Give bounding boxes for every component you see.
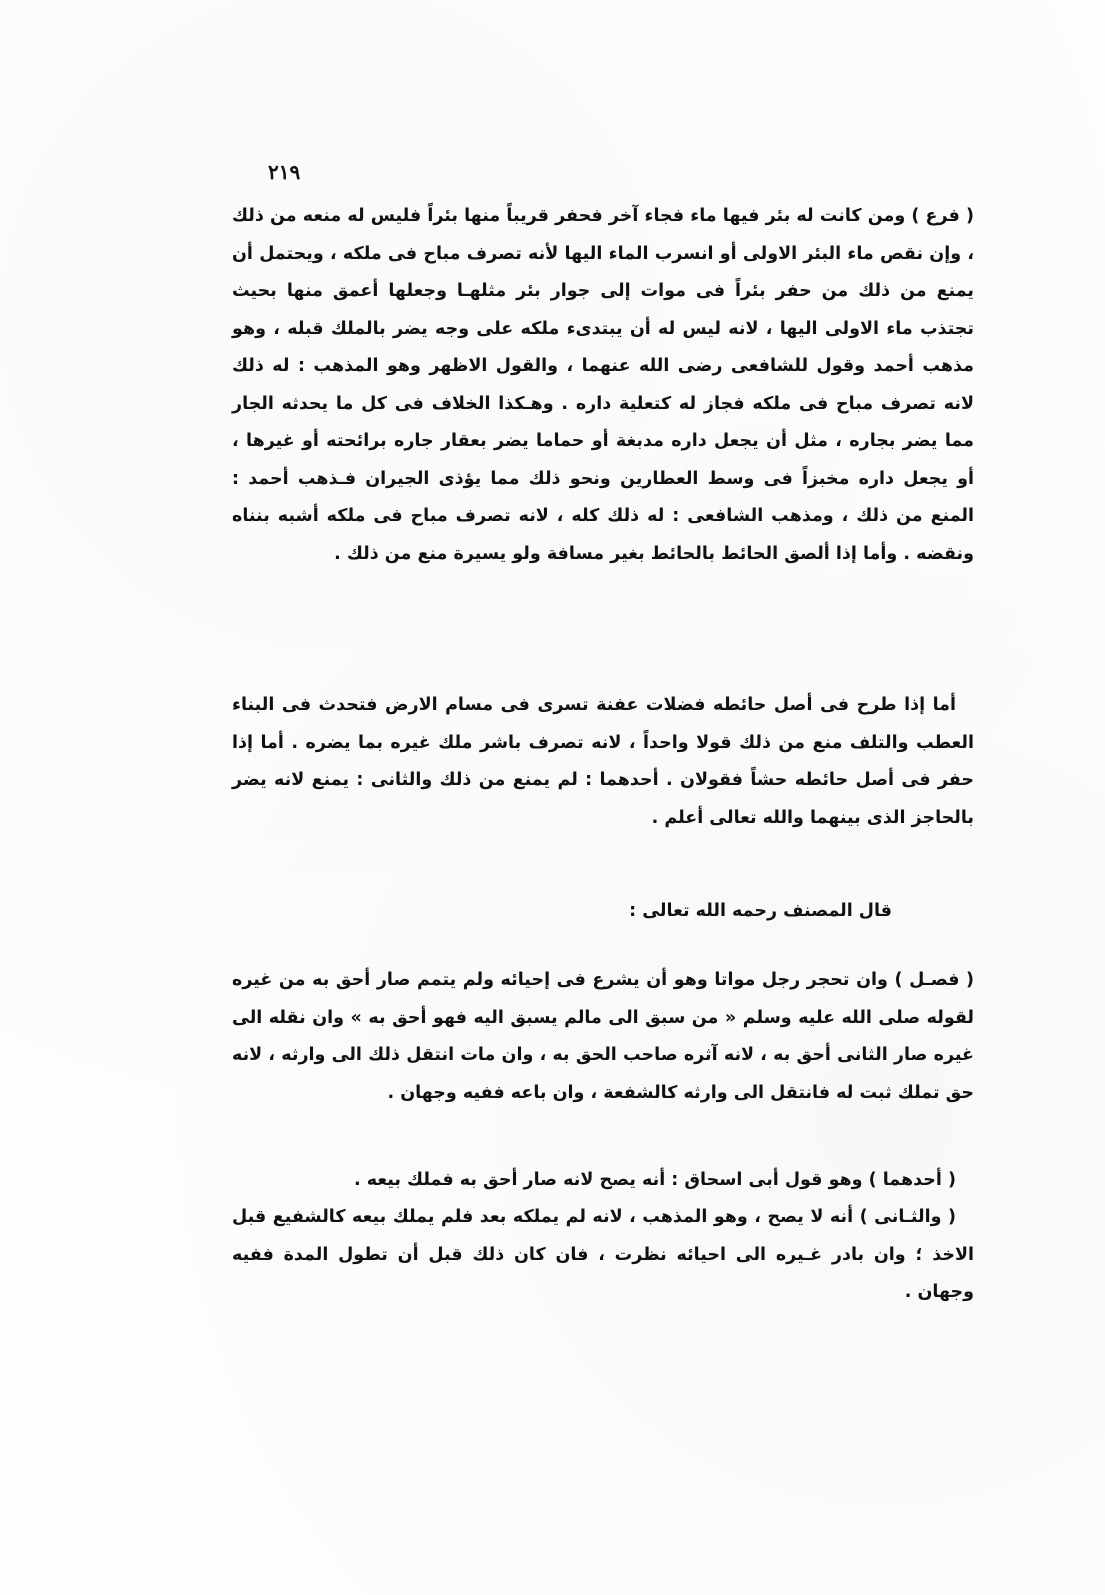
paragraph-text: أما إذا طرح فى أصل حائطه فضلات عفنة تسرى فى مسام الارض فتحدث فى البناء العطب والتلف منع من ذلك قولا واحداً ، لانه تصرف باشر ملك غيره بما يضره . أما إذا حفر فى أصل حائطه حشاً فقولان . أحدهما : لم يمنع من ذلك والثانى : يمنع لانه يضر بالحاجز الذى بينهما والله تعالى أعلم . <box>232 695 974 828</box>
paragraph-second-view <box>232 1199 974 1312</box>
page-number: ٢١٩ <box>268 160 301 184</box>
section-heading: قال المصنف رحمه الله تعالى : <box>629 901 892 921</box>
paragraph-far-branch <box>232 198 974 573</box>
paragraph-fasl <box>232 962 974 1112</box>
paragraph-text: ( فصـل ) وان تحجر رجل مواتا وهو أن يشرع فى إحيائه ولم يتمم صار أحق به من غيره لقوله صلى الله عليه وسلم « من سبق الى مالم يسبق اليه فهو أحق به » وان نقله الى غيره صار الثانى أحق به ، لانه آثره صاحب الحق به ، وان مات انتقل ذلك الى وارثه ، لانه حق تملك ثبت له فانتقل الى وارثه كالشفعة ، وان باعه ففيه وجهان . <box>232 970 974 1103</box>
paragraph-text: ( فرع ) ومن كانت له بئر فيها ماء فجاء آخر فحفر قريباً منها بئراً فليس له منعه من ذلك ، وإن نقص ماء البئر الاولى أو انسرب الماء اليها لأنه تصرف مباح فى ملكه ، ويحتمل أن يمنع من ذلك من حفر بئراً فى موات إلى جوار بئر مثلهـا وجعلها أعمق منها بحيث تجتذب ماء الاولى اليها ، لانه ليس له أن يبتدىء ملكه على وجه يضر بالملك قبله ، وهو مذهب أحمد وقول للشافعى رضى الله عنهما ، والقول الاظهر وهو المذهب : له ذلك لانه تصرف مباح فى ملكه فجاز له كتعلية داره . وهـكذا الخلاف فى كل ما يحدثه الجار مما يضر بجاره ، مثل أن يجعل داره مدبغة أو حماما يضر بعقار جاره برائحته أو غيرها ، أو يجعل داره مخبزاً فى وسط العطارين ونحو ذلك مما يؤذى الجيران فـذهب أحمد : المنع من ذلك ، ومذهب الشافعى : له ذلك كله ، لانه تصرف مباح فى ملكه أشبه بنناه ونقضه . وأما إذا ألصق الحائط بالحائط بغير مسافة ولو يسيرة منع من ذلك . <box>232 206 974 564</box>
paragraph-wall-ruling <box>232 687 974 837</box>
paragraph-text: ( والثـانى ) أنه لا يصح ، وهو المذهب ، لانه لم يملكه بعد فلم يملك بيعه كالشفيع قبل الاخذ ؛ وان بادر غـيره الى احيائه نظرت ، فان كان ذلك قبل أن تطول المدة ففيه وجهان . <box>232 1207 974 1302</box>
paragraph-first-view <box>232 1162 974 1200</box>
paragraph-text: ( أحدهما ) وهو قول أبى اسحاق : أنه يصح لانه صار أحق به فملك بيعه . <box>354 1170 956 1190</box>
